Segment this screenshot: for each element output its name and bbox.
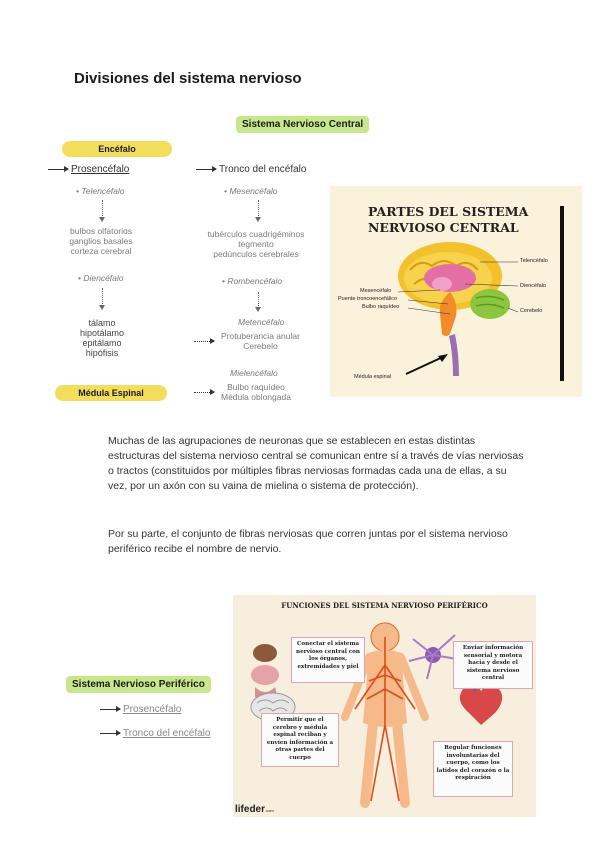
pns-box-4: Regular funciones involuntarias del cuerpo, como los latidos del corazón o la respiración <box>433 741 513 797</box>
mielencefalo-row <box>194 382 291 402</box>
list-item: tegmento <box>238 239 274 249</box>
rombencefalo-text: • Rombencéfalo <box>222 276 283 286</box>
arrow-down-icon <box>102 200 104 218</box>
arrow-right-icon <box>48 169 68 170</box>
arrow-right-icon <box>100 709 120 710</box>
arrow-right-icon <box>194 392 214 393</box>
brain-title-line: NERVIOSO CENTRAL <box>368 220 519 235</box>
arrow-down-icon <box>258 200 260 218</box>
snc-label: Sistema Nervioso Central <box>236 116 369 133</box>
label-medula: Médula espinal <box>354 374 391 380</box>
brain-title-line: PARTES DEL SISTEMA <box>368 204 529 219</box>
tronco-text: Tronco del encéfalo <box>219 164 307 175</box>
logo-suffix: .com <box>265 808 274 813</box>
label-puente: Puente troncoencefálico <box>338 296 398 302</box>
list-item: hipotálamo <box>79 328 125 338</box>
pns-figure-title: FUNCIONES DEL SISTEMA NERVIOSO PERIFÉRICO <box>281 601 488 610</box>
prosencefalo-text: Prosencéfalo <box>71 164 130 175</box>
mesencefalo-text: • Mesencéfalo <box>224 186 278 196</box>
list-item: Cerebelo <box>243 341 278 351</box>
pns-box-2: Enviar información sensorial y motora hacia y desde el sistema nervioso central <box>453 641 533 689</box>
telencefalo-list <box>58 226 144 256</box>
snp-label: Sistema Nervioso Periférico <box>66 676 211 693</box>
snp-row-1 <box>100 704 181 715</box>
page-title: Divisiones del sistema nervioso <box>74 70 302 87</box>
logo-text: lifeder <box>235 804 266 815</box>
pns-box-1: Conectar el sistema nervioso central con los órganos, extremidades y piel <box>291 637 365 683</box>
list-item: Médula oblongada <box>221 392 291 402</box>
label-diencefalo: Diencéfalo <box>520 283 546 289</box>
list-item: ganglios basales <box>69 236 133 246</box>
brain-figure <box>330 186 582 397</box>
list-item: epitálamo <box>82 338 122 348</box>
lifeder-logo <box>235 804 274 815</box>
label-cerebelo: Cerebelo <box>520 308 543 314</box>
telencefalo-text: • Telencéfalo <box>76 186 125 196</box>
arrow-right-icon <box>194 341 214 342</box>
prosencefalo-row <box>48 164 129 175</box>
list-item: Bulbo raquídeo <box>227 382 285 392</box>
mielencefalo-text: Mielencéfalo <box>230 368 278 378</box>
arrow-down-icon <box>258 292 260 308</box>
snp-row-2 <box>100 728 210 739</box>
medula-pill: Médula Espinal <box>55 385 167 401</box>
pns-box-3: Permitir que el cerebro y médula espinal reciban y envíen información a otras partes del cuerpo <box>261 713 339 767</box>
arrow-down-icon <box>102 288 104 306</box>
label-mesencefalo: Mesencéfalo <box>360 288 392 294</box>
paragraph-2: Por su parte, el conjunto de fibras nerviosas que corren juntas por el sistema nervioso periférico recibe el nombre de nervio. <box>108 528 508 555</box>
list-item: pedúnculos cerebrales <box>213 249 299 259</box>
neuron-icon <box>409 635 457 679</box>
metencefalo-row <box>194 331 300 351</box>
list-item: hipófisis <box>85 348 119 358</box>
list-item: tálamo <box>88 318 116 328</box>
label-telencefalo: Telencéfalo <box>520 258 548 264</box>
tronco-row <box>196 164 306 175</box>
list-item: tubérculos cuadrigéminos <box>207 229 305 239</box>
label-bulbo: Bulbo raquídeo <box>362 304 400 310</box>
list-item: Protuberancia anular <box>221 331 300 341</box>
diencefalo-text: • Diencéfalo <box>78 273 124 283</box>
diencefalo-list <box>62 318 142 358</box>
snp-item: Prosencéfalo <box>123 704 182 715</box>
encefalo-pill: Encéfalo <box>62 141 172 157</box>
paragraph-1: Muchas de las agrupaciones de neuronas que se establecen en estas distintas estructuras del sistema nervioso central se comunican entre sí a través de vías nerviosas o tractos (constituidos por múltiples fibras nerviosas formadas cada una de ellas, a su vez, por un axón con su vaina de mielina o sistema de protección). <box>108 435 524 492</box>
metencefalo-text: Metencéfalo <box>238 317 285 327</box>
snp-item: Tronco del encéfalo <box>123 728 211 739</box>
list-item: corteza cerebral <box>70 246 132 256</box>
arrow-right-icon <box>196 169 216 170</box>
arrow-right-icon <box>100 733 120 734</box>
list-item: bulbos olfatorios <box>70 226 132 236</box>
pns-figure <box>233 595 536 817</box>
mesencefalo-list <box>200 229 312 259</box>
